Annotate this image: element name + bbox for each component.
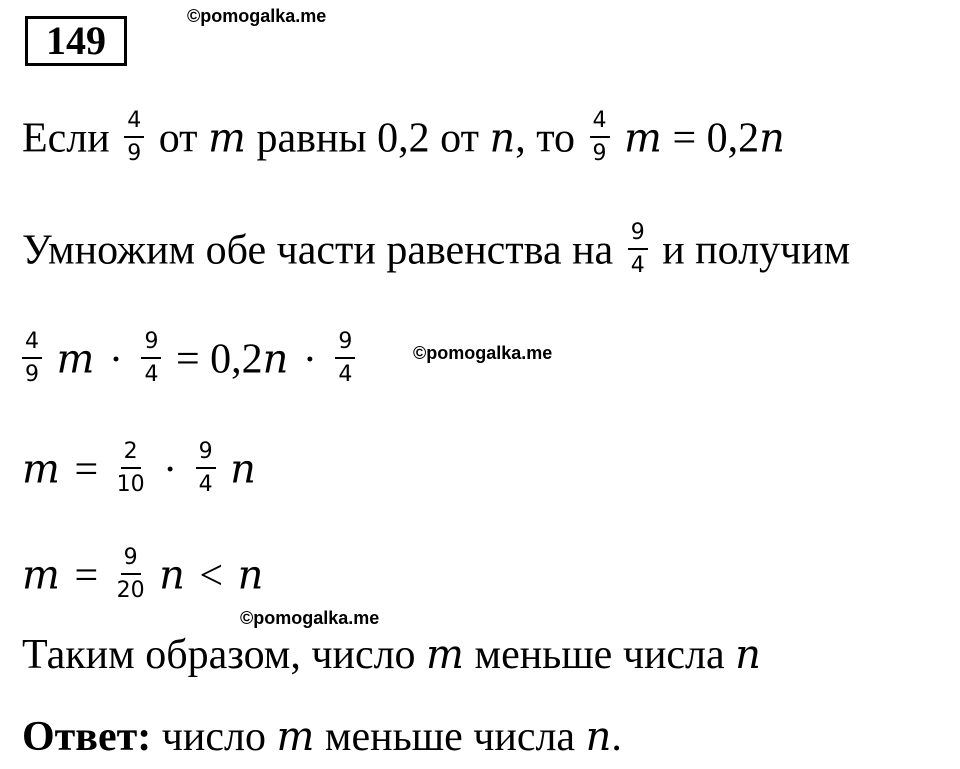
- var-m: m: [426, 632, 464, 678]
- watermark-middle: ©pomogalka.me: [413, 343, 553, 363]
- var-n: n: [159, 552, 185, 599]
- fraction-9-20: $\frac{9}{20}$: [116, 545, 145, 604]
- fraction-9-4: $\frac{9}{4}$: [628, 220, 648, 280]
- var-m: m: [56, 336, 95, 383]
- equation-line-3: m = $\frac{9}{20}$ n < n: [22, 545, 264, 604]
- statement-line: Если $\frac{4}{9}$ от m равны 0,2 от n, то $\frac{4}{9}$ m = 0,2n: [22, 108, 785, 167]
- var-m: m: [276, 714, 315, 760]
- answer-label: Ответ:: [22, 714, 152, 760]
- var-m: m: [22, 552, 60, 599]
- var-m: m: [22, 446, 60, 493]
- var-n: n: [585, 714, 612, 760]
- fraction-2-10: $\frac{2}{10}$: [116, 439, 145, 498]
- var-n: n: [489, 115, 516, 162]
- problem-number: 149: [25, 16, 127, 66]
- var-n: n: [735, 632, 761, 678]
- fraction-9-4: $\frac{9}{4}$: [141, 329, 161, 389]
- fraction-9-4: $\frac{9}{4}$: [335, 329, 355, 389]
- multiply-line: Умножим обе части равенства на $\frac{9}{4}$ и получим: [22, 220, 851, 279]
- answer-line: Ответ: число m меньше числа n.: [22, 714, 622, 760]
- watermark-top: ©pomogalka.me: [187, 6, 327, 26]
- var-n: n: [230, 446, 256, 493]
- conclusion-line: Таким образом, число m меньше числа n: [22, 632, 761, 678]
- var-n: n: [262, 336, 289, 383]
- var-n: n: [759, 115, 785, 162]
- var-n: n: [237, 552, 264, 599]
- var-m: m: [208, 115, 246, 162]
- fraction-9-4: $\frac{9}{4}$: [196, 439, 216, 499]
- fraction-4-9: $\frac{4}{9}$: [124, 108, 144, 168]
- fraction-4-9: $\frac{4}{9}$: [22, 329, 42, 389]
- var-m: m: [624, 115, 662, 162]
- watermark-bottom: ©pomogalka.me: [240, 608, 380, 628]
- equation-line-1: $\frac{4}{9}$ m · $\frac{9}{4}$ = 0,2n · $\frac{9}{4}$: [22, 333, 359, 393]
- fraction-4-9: $\frac{4}{9}$: [590, 108, 610, 168]
- equation-line-2: m = $\frac{2}{10}$ · $\frac{9}{4}$ n: [22, 439, 256, 498]
